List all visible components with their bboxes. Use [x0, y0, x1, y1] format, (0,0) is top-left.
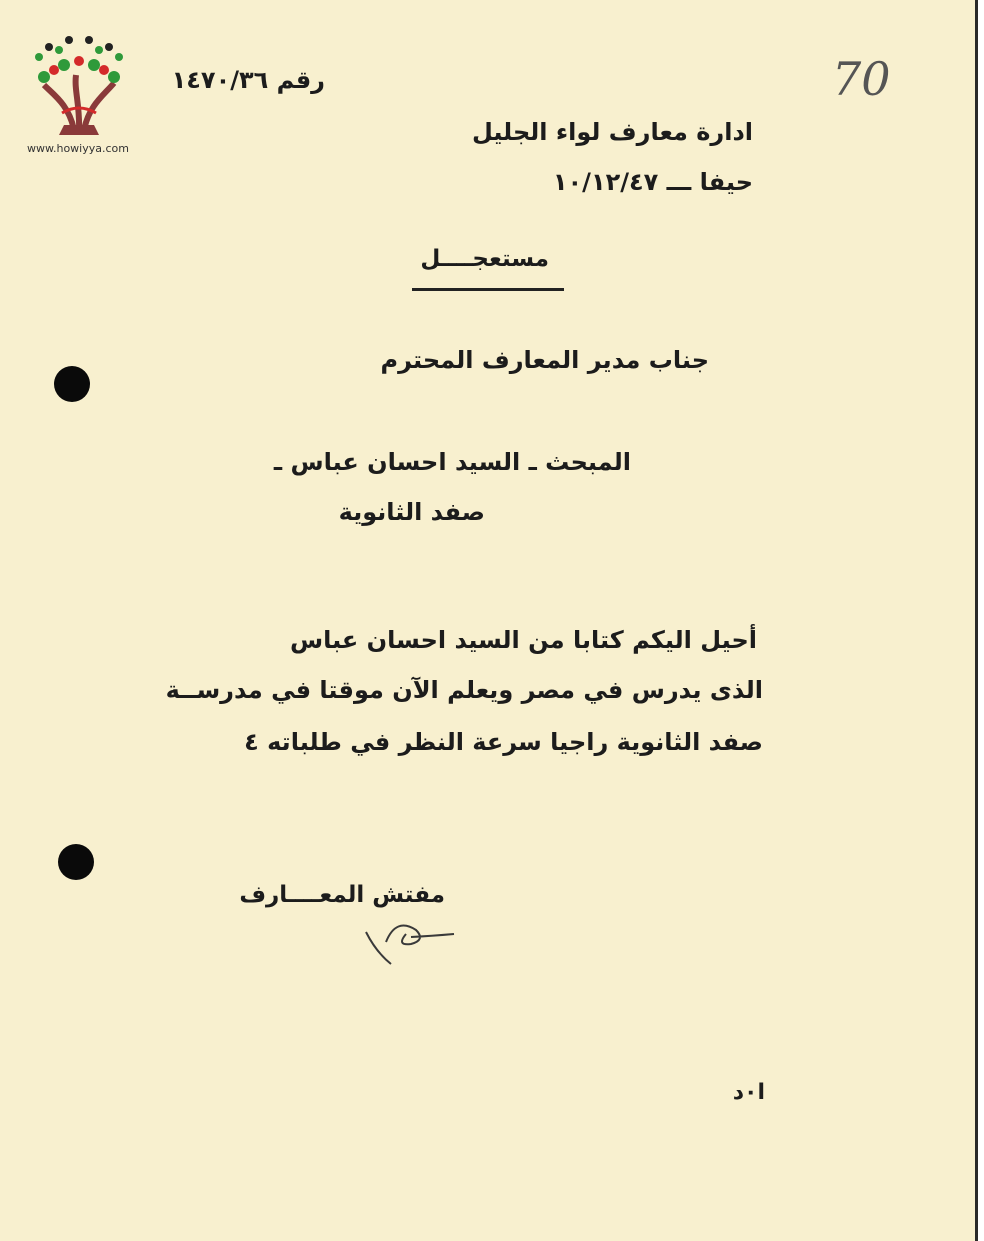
body-line-3: صفد الثانوية راجيا سرعة النظر في طلباته ٤: [244, 728, 763, 756]
urgent-label: مستعجــــل: [420, 246, 549, 272]
signature-title: مفتش المعــــارف: [239, 882, 445, 908]
reference-number: رقم ١٤٧٠/٣٦: [171, 66, 325, 94]
handwritten-signature: [356, 912, 466, 972]
page-number: 70: [832, 52, 891, 106]
body-line-2: الذى يدرس في مصر ويعلم الآن موقتا في مدرســة: [165, 676, 763, 704]
typist-initials: ا٠د: [732, 1080, 765, 1105]
body-line-1: أحيل اليكم كتابا من السيد احسان عباس: [289, 626, 757, 654]
punch-hole-top: [54, 366, 90, 402]
urgent-underline: [412, 288, 564, 291]
addressee: جناب مدير المعارف المحترم: [380, 346, 709, 374]
subject-line-1: المبحث ـ السيد احسان عباس ـ: [273, 448, 631, 476]
logo-url-text: www.howiyya.com: [27, 142, 129, 155]
tree-people-logo: [14, 20, 144, 160]
punch-hole-bottom: [58, 844, 94, 880]
place-date: حيفا ـــ ١٠/١٢/٤٧: [552, 168, 753, 196]
subject-line-2: صفد الثانوية: [338, 498, 485, 526]
office-name: ادارة معارف لواء الجليل: [471, 118, 753, 146]
